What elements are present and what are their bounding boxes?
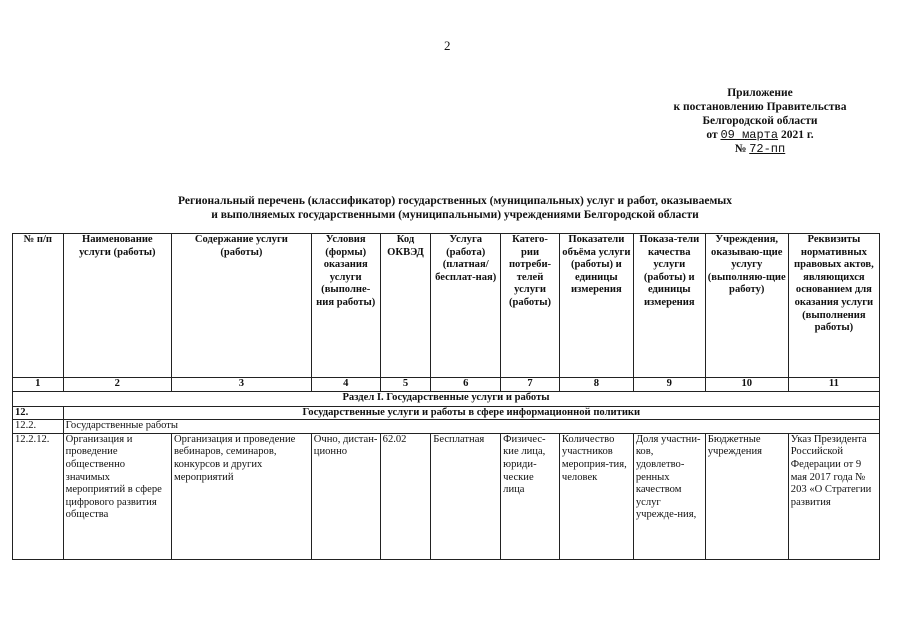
group-title: Государственные услуги и работы в сфере информационной политики [63, 406, 879, 420]
column-number: 2 [63, 378, 171, 392]
column-number: 3 [172, 378, 312, 392]
document-title [120, 194, 790, 222]
column-number: 7 [501, 378, 560, 392]
service-content: Организация и проведение вебинаров, семинаров, конкурсов и других мероприятий [172, 433, 312, 559]
subgroup-title: Государственные работы [63, 420, 879, 434]
column-number: 4 [311, 378, 380, 392]
header-cell: Содержание услуги (работы) [172, 234, 312, 378]
column-number: 9 [633, 378, 705, 392]
number-value: 72-пп [749, 142, 786, 156]
service-conditions: Очно, дистан-ционно [311, 433, 380, 559]
row-number: 12.2.12. [13, 433, 64, 559]
group-number: 12. [13, 406, 64, 420]
section-row [13, 391, 880, 406]
appendix-region: Белгородской области [702, 115, 818, 127]
appendix-date [640, 128, 880, 142]
number-prefix: № [734, 143, 747, 155]
column-number-row [13, 378, 880, 392]
subgroup-row [13, 420, 880, 434]
header-row [13, 234, 880, 378]
header-cell: Услуга (работа) (платная/ бесплат-ная) [431, 234, 501, 378]
header-cell: Катего-рии потреби-телей услуги (работы) [501, 234, 560, 378]
column-number: 5 [380, 378, 431, 392]
date-prefix: от [706, 129, 718, 141]
header-cell: Условия (формы) оказания услуги (выполне-ния работы) [311, 234, 380, 378]
header-cell: Код ОКВЭД [380, 234, 431, 378]
appendix-block [640, 86, 880, 156]
title-line-1: Региональный перечень (классификатор) государственных (муниципальных) услуг и работ, оказываемых [177, 195, 733, 207]
date-suffix: 2021 г. [780, 129, 814, 141]
paid-status: Бесплатная [431, 433, 501, 559]
volume-indicators: Количество участников мероприя-тия, человек [559, 433, 633, 559]
group-row [13, 406, 880, 420]
header-cell: Реквизиты нормативных правовых актов, являющихся основанием для оказания услуги (выполнения работы) [788, 234, 879, 378]
column-number: 10 [705, 378, 788, 392]
column-number: 1 [13, 378, 64, 392]
header-cell: Наименование услуги (работы) [63, 234, 171, 378]
okved-code: 62.02 [380, 433, 431, 559]
service-name: Организация и проведение общественно значимых мероприятий в сфере цифрового развития общества [63, 433, 171, 559]
quality-indicators: Доля участни-ков, удовлетво-ренных качеством услуг учрежде-ния, [633, 433, 705, 559]
header-cell: Показа-тели качества услуги (работы) и единицы измерения [633, 234, 705, 378]
subgroup-number: 12.2. [13, 420, 64, 434]
consumer-categories: Физичес-кие лица, юриди-ческие лица [501, 433, 560, 559]
title-line-2: и выполняемых государственными (муниципальными) учреждениями Белгородской области [211, 209, 699, 221]
date-value: 09 марта [720, 128, 779, 142]
section-title: Раздел I. Государственные услуги и работы [13, 391, 880, 406]
column-number: 8 [559, 378, 633, 392]
appendix-resolution: к постановлению Правительства [673, 101, 847, 113]
table-row [13, 433, 880, 559]
column-number: 6 [431, 378, 501, 392]
header-cell: Учреждения, оказываю-щие услугу (выполняю-щие работу) [705, 234, 788, 378]
appendix-title: Приложение [727, 87, 793, 99]
legal-basis: Указ Президента Российской Федерации от 9 мая 2017 года № 203 «О Стратегии развития [788, 433, 879, 559]
classifier-table [12, 233, 880, 560]
appendix-number [640, 142, 880, 156]
institutions: Бюджетные учреждения [705, 433, 788, 559]
page-number: 2 [444, 38, 451, 53]
header-cell: Показатели объёма услуги (работы) и единицы измерения [559, 234, 633, 378]
header-cell: № п/п [13, 234, 64, 378]
column-number: 11 [788, 378, 879, 392]
